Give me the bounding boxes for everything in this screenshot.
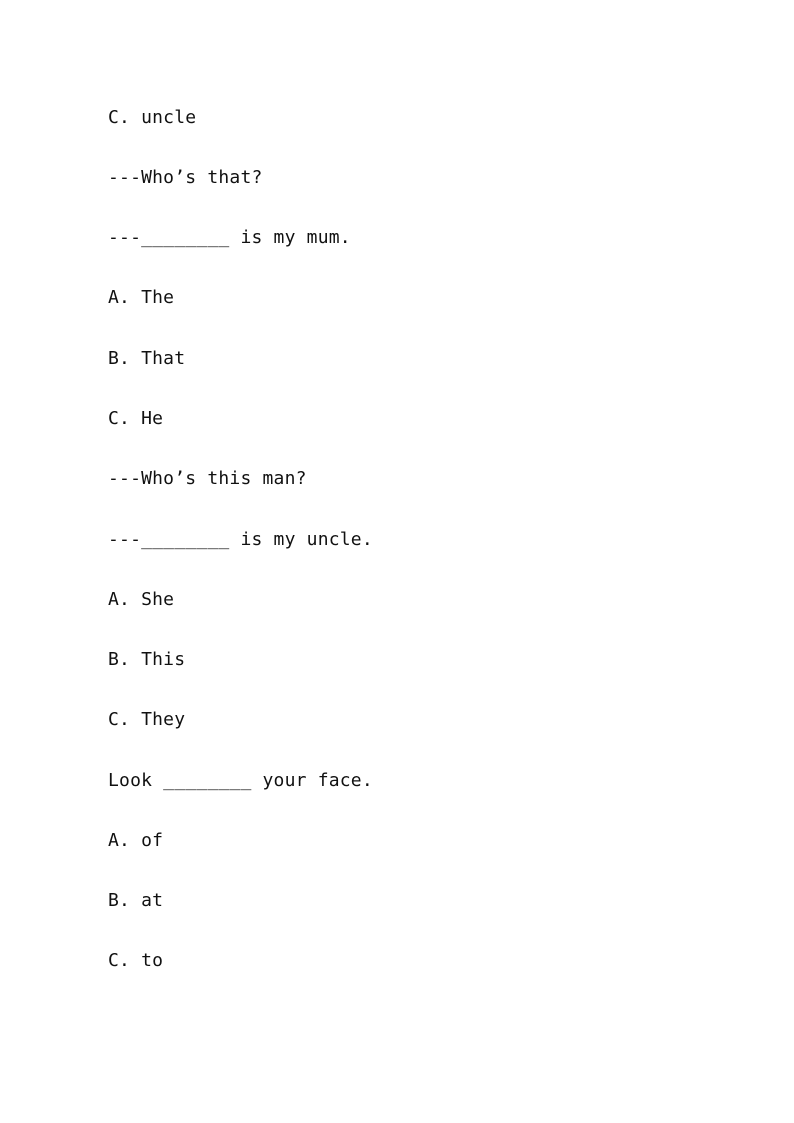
answer-blank-mum: ---________ is my mum. [108,227,351,248]
question-who-this-man: ---Who’s this man? [108,468,307,489]
option-c-he: C. He [108,408,164,429]
option-b-at: B. at [108,890,164,911]
option-a-the: A. The [108,287,175,308]
answer-blank-uncle: ---________ is my uncle. [108,529,373,550]
option-c-to: C. to [108,950,164,971]
question-who-that: ---Who’s that? [108,167,263,188]
option-b-this: B. This [108,649,186,670]
option-c-uncle: C. uncle [108,107,197,128]
option-a-of: A. of [108,830,164,851]
question-look-face: Look ________ your face. [108,770,373,791]
option-a-she: A. She [108,589,175,610]
option-c-they: C. They [108,709,186,730]
option-b-that: B. That [108,348,186,369]
